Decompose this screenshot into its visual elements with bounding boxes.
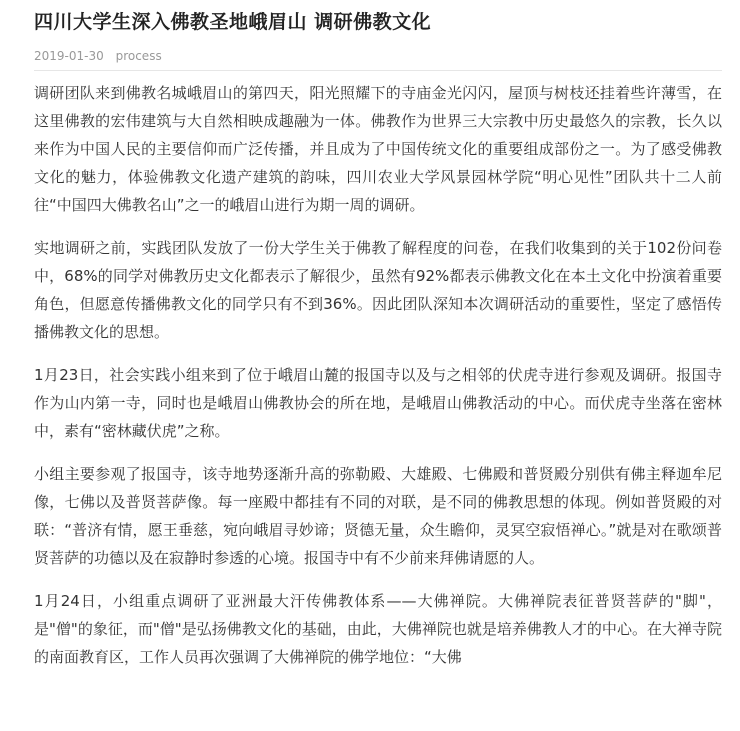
article-body <box>34 79 722 671</box>
paragraph: 1月23日，社会实践小组来到了位于峨眉山麓的报国寺以及与之相邻的伏虎寺进行参观及调研。报国寺作为山内第一寺，同时也是峨眉山佛教协会的所在地，是峨眉山佛教活动的中心。而伏虎寺坐落在密林中，素有“密林藏伏虎”之称。 <box>34 366 722 440</box>
category-label[interactable]: process <box>115 49 162 63</box>
publish-date: 2019-01-30 <box>34 49 104 63</box>
article-meta <box>34 46 722 71</box>
article-title: 四川大学生深入佛教圣地峨眉山 调研佛教文化 <box>34 11 432 33</box>
paragraph: 小组主要参观了报国寺，该寺地势逐渐升高的弥勒殿、大雄殿、七佛殿和普贤殿分别供有佛主释迦牟尼像，七佛以及普贤菩萨像。每一座殿中都挂有不同的对联，是不同的佛教思想的体现。例如普贤殿的对联：“普济有情，愿王垂慈，宛向峨眉寻妙谛；贤德无量，众生瞻仰，灵冥空寂悟禅心。”就是对在歌颂普贤菩萨的功德以及在寂静时参透的心境。报国寺中有不少前来拜佛请愿的人。 <box>34 465 722 567</box>
paragraph: 调研团队来到佛教名城峨眉山的第四天，阳光照耀下的寺庙金光闪闪，屋顶与树枝还挂着些许薄雪，在这里佛教的宏伟建筑与大自然相映成趣融为一体。佛教作为世界三大宗教中历史最悠久的宗教，长久以来作为中国人民的主要信仰而广泛传播，并且成为了中国传统文化的重要组成部份之一。为了感受佛教文化的魅力，体验佛教文化遗产建筑的韵味，四川农业大学风景园林学院“明心见性”团队共十二人前往“中国四大佛教名山”之一的峨眉山进行为期一周的调研。 <box>34 84 722 214</box>
paragraph: 实地调研之前，实践团队发放了一份大学生关于佛教了解程度的问卷，在我们收集到的关于102份问卷中，68%的同学对佛教历史文化都表示了解很少，虽然有92%都表示佛教文化在本土文化中扮演着重要角色，但愿意传播佛教文化的同学只有不到36%。因此团队深知本次调研活动的重要性，坚定了感悟传播佛教文化的思想。 <box>34 239 722 341</box>
paragraph: 1月24日，小组重点调研了亚洲最大汗传佛教体系——大佛禅院。大佛禅院表征普贤菩萨的"脚"，是"僧"的象征，而"僧"是弘扬佛教文化的基础，由此，大佛禅院也就是培养佛教人才的中心。在大禅寺院的南面教育区，工作人员再次强调了大佛禅院的佛学地位：“大佛 <box>34 592 722 666</box>
